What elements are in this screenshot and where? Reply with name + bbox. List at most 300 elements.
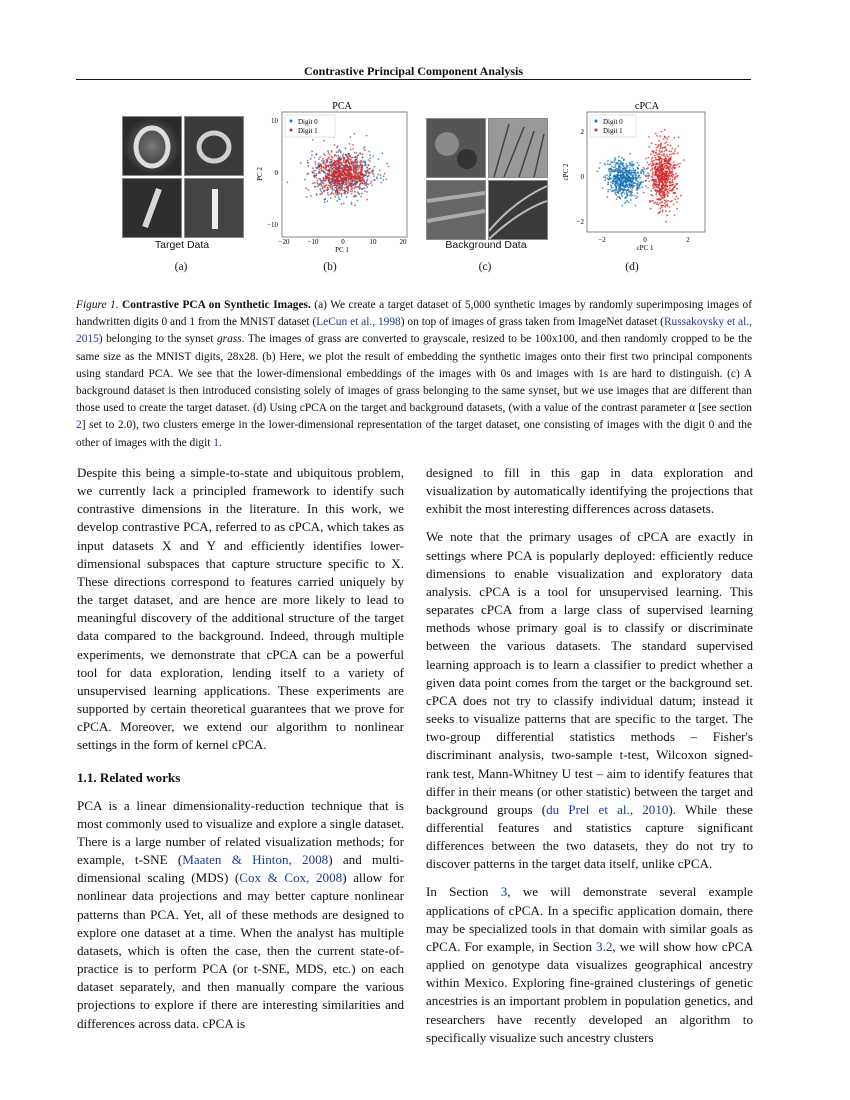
point-digit1: [355, 181, 357, 183]
point-digit0: [596, 170, 598, 172]
point-digit0: [624, 167, 626, 169]
point-digit0: [625, 180, 627, 182]
point-digit0: [318, 162, 320, 164]
point-digit1: [642, 169, 644, 171]
point-digit0: [643, 173, 645, 175]
point-digit0: [611, 166, 613, 168]
point-digit0: [631, 161, 633, 163]
point-digit1: [661, 181, 663, 183]
point-digit1: [332, 181, 334, 183]
point-digit1: [323, 183, 325, 185]
point-digit1: [669, 176, 671, 178]
point-digit0: [318, 169, 320, 171]
citation-link[interactable]: Cox & Cox, 2008: [239, 870, 343, 886]
point-digit1: [331, 159, 333, 161]
point-digit1: [656, 154, 658, 156]
grass-image: [488, 118, 548, 178]
point-digit1: [654, 186, 656, 188]
paragraph-text: , we will show how cPCA applied on genotype data visualizes geographical ancestry within Mexico. Exploring fine-grained clusterings of genetic ancestries is an important problem in population genetics, and researchers have recently developed an algorithm to specifically visualize such ancestry clusters: [426, 938, 753, 1045]
point-digit0: [621, 187, 623, 189]
point-digit1: [664, 202, 666, 204]
point-digit0: [364, 191, 366, 193]
point-digit1: [342, 189, 344, 191]
point-digit0: [632, 181, 634, 183]
point-digit0: [627, 165, 629, 167]
point-digit0: [634, 182, 636, 184]
point-digit1: [675, 164, 677, 166]
point-digit1: [664, 197, 666, 199]
point-digit1: [660, 177, 662, 179]
point-digit1: [368, 183, 370, 185]
point-digit0: [639, 187, 641, 189]
point-digit1: [350, 162, 352, 164]
point-digit0: [620, 198, 622, 200]
point-digit0: [339, 149, 341, 151]
point-digit0: [350, 136, 352, 138]
point-digit1: [667, 176, 669, 178]
point-digit1: [331, 193, 333, 195]
point-digit0: [357, 200, 359, 202]
point-digit1: [326, 173, 328, 175]
y-axis-label: cPC 2: [562, 163, 570, 181]
point-digit1: [327, 194, 329, 196]
point-digit0: [356, 152, 358, 154]
point-digit1: [675, 196, 677, 198]
point-digit0: [367, 179, 369, 181]
point-digit1: [651, 142, 653, 144]
point-digit0: [615, 186, 617, 188]
point-digit0: [607, 163, 609, 165]
point-digit1: [346, 180, 348, 182]
point-digit1: [356, 166, 358, 168]
point-digit1: [358, 193, 360, 195]
point-digit1: [331, 156, 333, 158]
point-digit0: [618, 160, 620, 162]
point-digit0: [638, 175, 640, 177]
point-digit1: [368, 175, 370, 177]
point-digit0: [343, 160, 345, 162]
point-digit1: [646, 175, 648, 177]
section-link[interactable]: 3.2: [596, 938, 613, 954]
point-digit1: [351, 186, 353, 188]
point-digit1: [666, 138, 668, 140]
point-digit0: [621, 179, 623, 181]
point-digit0: [339, 199, 341, 201]
x-tick: −10: [307, 238, 319, 246]
point-digit1: [327, 187, 329, 189]
point-digit1: [645, 158, 647, 160]
point-digit1: [325, 179, 327, 181]
point-digit1: [661, 185, 663, 187]
point-digit0: [614, 169, 616, 171]
paragraph: designed to fill in this gap in data exploration and visualization by automatically identifying the projections that exhibit the most interesting differences across datasets.: [426, 465, 753, 517]
x-tick: 2: [686, 236, 690, 244]
point-digit1: [341, 186, 343, 188]
point-digit0: [634, 195, 636, 197]
point-digit0: [633, 168, 635, 170]
point-digit0: [329, 154, 331, 156]
point-digit1: [330, 178, 332, 180]
point-digit0: [631, 184, 633, 186]
point-digit0: [626, 200, 628, 202]
point-digit1: [351, 190, 353, 192]
point-digit1: [360, 163, 362, 165]
point-digit0: [337, 194, 339, 196]
point-digit0: [606, 174, 608, 176]
point-digit1: [340, 187, 342, 189]
point-digit1: [354, 196, 356, 198]
point-digit0: [646, 162, 648, 164]
point-digit0: [320, 190, 322, 192]
point-digit1: [671, 190, 673, 192]
point-digit1: [666, 193, 668, 195]
point-digit0: [623, 172, 625, 174]
point-digit1: [369, 160, 371, 162]
point-digit1: [351, 188, 353, 190]
point-digit1: [650, 194, 652, 196]
point-digit1: [350, 170, 352, 172]
cpca-scatter-plot: [560, 98, 710, 253]
point-digit0: [628, 162, 630, 164]
point-digit1: [662, 158, 664, 160]
point-digit1: [665, 171, 667, 173]
point-digit1: [664, 206, 666, 208]
point-digit1: [343, 203, 345, 205]
point-digit1: [664, 200, 666, 202]
point-digit0: [350, 157, 352, 159]
point-digit1: [661, 151, 663, 153]
point-digit1: [655, 144, 657, 146]
point-digit0: [341, 195, 343, 197]
point-digit1: [669, 166, 671, 168]
point-digit1: [328, 173, 330, 175]
point-digit1: [669, 190, 671, 192]
point-digit0: [625, 182, 627, 184]
point-digit0: [624, 197, 626, 199]
point-digit1: [668, 159, 670, 161]
point-digit0: [627, 171, 629, 173]
point-digit1: [655, 133, 657, 135]
figure-title: Contrastive PCA on Synthetic Images.: [122, 299, 311, 311]
y-axis-label: PC 2: [256, 167, 264, 181]
point-digit0: [599, 162, 601, 164]
x-axis-label: cPC 1: [636, 244, 654, 252]
point-digit0: [635, 189, 637, 191]
point-digit0: [633, 177, 635, 179]
point-digit1: [357, 161, 359, 163]
point-digit1: [655, 189, 657, 191]
point-digit1: [335, 193, 337, 195]
point-digit0: [641, 186, 643, 188]
point-digit1: [321, 182, 323, 184]
point-digit0: [619, 174, 621, 176]
point-digit1: [674, 167, 676, 169]
point-digit0: [629, 164, 631, 166]
point-digit1: [668, 168, 670, 170]
point-digit0: [626, 183, 628, 185]
point-digit0: [626, 186, 628, 188]
point-digit1: [673, 203, 675, 205]
point-digit1: [361, 188, 363, 190]
point-digit0: [647, 172, 649, 174]
point-digit0: [628, 189, 630, 191]
point-digit1: [353, 162, 355, 164]
point-digit1: [373, 179, 375, 181]
point-digit1: [672, 188, 674, 190]
point-digit0: [628, 184, 630, 186]
point-digit1: [662, 172, 664, 174]
point-digit0: [614, 191, 616, 193]
paragraph-text: , we will demonstrate several example applications of cPCA. In a specific application domain, there may be specialized tools in that domain with similar goals as cPCA. For example, in Section: [426, 884, 753, 954]
point-digit0: [628, 180, 630, 182]
point-digit0: [630, 195, 632, 197]
point-digit0: [360, 196, 362, 198]
point-digit0: [611, 191, 613, 193]
point-digit1: [330, 171, 332, 173]
point-digit1: [661, 201, 663, 203]
point-digit1: [354, 152, 356, 154]
point-digit0: [319, 156, 321, 158]
point-digit1: [327, 165, 329, 167]
y-tick: 0: [580, 173, 584, 181]
point-digit0: [624, 193, 626, 195]
point-digit1: [645, 180, 647, 182]
point-digit1: [323, 177, 325, 179]
point-digit1: [665, 148, 667, 150]
point-digit0: [326, 200, 328, 202]
point-digit1: [340, 158, 342, 160]
point-digit1: [665, 190, 667, 192]
point-digit1: [668, 163, 670, 165]
point-digit1: [664, 179, 666, 181]
point-digit0: [352, 148, 354, 150]
point-digit1: [320, 168, 322, 170]
point-digit1: [361, 161, 363, 163]
point-digit1: [668, 136, 670, 138]
point-digit0: [618, 165, 620, 167]
point-digit0: [383, 175, 385, 177]
point-digit1: [677, 152, 679, 154]
point-digit1: [307, 165, 309, 167]
point-digit1: [664, 172, 666, 174]
point-digit1: [368, 168, 370, 170]
citation-link[interactable]: Russakovsky et al., 2015: [76, 316, 752, 346]
point-digit1: [664, 129, 666, 131]
point-digit1: [356, 178, 358, 180]
point-digit1: [661, 164, 663, 166]
point-digit0: [626, 167, 628, 169]
point-digit1: [354, 161, 356, 163]
point-digit0: [616, 184, 618, 186]
point-digit0: [633, 172, 635, 174]
legend-digit1: Digit 1: [603, 127, 623, 135]
left-column: [77, 464, 404, 1043]
point-digit1: [659, 158, 661, 160]
point-digit1: [315, 175, 317, 177]
point-digit1: [355, 156, 357, 158]
point-digit1: [655, 171, 657, 173]
point-digit1: [328, 170, 330, 172]
point-digit1: [351, 193, 353, 195]
point-digit1: [670, 167, 672, 169]
paragraph-text: In Section: [426, 884, 501, 900]
caption-text: ) belonging to the synset: [98, 333, 217, 346]
point-digit1: [663, 174, 665, 176]
point-digit1: [339, 169, 341, 171]
point-digit1: [339, 184, 341, 186]
point-digit1: [656, 174, 658, 176]
point-digit1: [344, 190, 346, 192]
point-digit0: [361, 193, 363, 195]
point-digit1: [664, 151, 666, 153]
point-digit1: [322, 186, 324, 188]
point-digit1: [365, 162, 367, 164]
point-digit0: [374, 166, 376, 168]
point-digit0: [626, 190, 628, 192]
point-digit1: [348, 154, 350, 156]
point-digit1: [359, 161, 361, 163]
point-digit0: [604, 179, 606, 181]
point-digit0: [598, 167, 600, 169]
point-digit0: [628, 202, 630, 204]
point-digit0: [631, 174, 633, 176]
point-digit1: [664, 189, 666, 191]
point-digit1: [323, 171, 325, 173]
point-digit0: [321, 160, 323, 162]
point-digit1: [674, 178, 676, 180]
point-digit1: [659, 202, 661, 204]
point-digit1: [334, 187, 336, 189]
point-digit1: [343, 192, 345, 194]
point-digit0: [337, 155, 339, 157]
point-digit1: [339, 167, 341, 169]
point-digit1: [359, 177, 361, 179]
point-digit0: [610, 181, 612, 183]
citation-link[interactable]: du Prel et al., 2010: [546, 801, 669, 817]
point-digit0: [340, 203, 342, 205]
point-digit1: [314, 182, 316, 184]
point-digit1: [649, 163, 651, 165]
point-digit0: [611, 169, 613, 171]
section-link[interactable]: 3: [500, 884, 508, 900]
point-digit1: [362, 153, 364, 155]
point-digit1: [667, 156, 669, 158]
legend-marker-digit1: [290, 129, 293, 132]
point-digit1: [325, 185, 327, 187]
point-digit1: [350, 178, 352, 180]
point-digit0: [634, 172, 636, 174]
point-digit1: [655, 152, 657, 154]
point-digit1: [318, 178, 320, 180]
point-digit0: [636, 177, 638, 179]
point-digit1: [352, 179, 354, 181]
point-digit1: [659, 188, 661, 190]
point-digit1: [344, 177, 346, 179]
point-digit1: [676, 201, 678, 203]
point-digit0: [617, 173, 619, 175]
point-digit1: [362, 180, 364, 182]
point-digit0: [638, 181, 640, 183]
point-digit1: [349, 165, 351, 167]
point-digit1: [663, 194, 665, 196]
point-digit0: [307, 160, 309, 162]
point-digit0: [350, 190, 352, 192]
point-digit0: [605, 177, 607, 179]
point-digit1: [663, 154, 665, 156]
point-digit1: [306, 196, 308, 198]
point-digit1: [660, 147, 662, 149]
x-tick: −20: [278, 238, 290, 246]
point-digit1: [661, 131, 663, 133]
point-digit1: [327, 185, 329, 187]
point-digit1: [660, 144, 662, 146]
caption-text: .: [219, 436, 222, 449]
panel-b-sub: (b): [323, 261, 337, 273]
point-digit1: [360, 172, 362, 174]
point-digit0: [622, 189, 624, 191]
point-digit0: [312, 139, 314, 141]
point-digit0: [315, 163, 317, 165]
point-digit0: [382, 179, 384, 181]
point-digit1: [345, 161, 347, 163]
point-digit0: [346, 196, 348, 198]
point-digit0: [322, 188, 324, 190]
point-digit0: [300, 162, 302, 164]
point-digit1: [669, 178, 671, 180]
point-digit1: [658, 171, 660, 173]
point-digit1: [671, 200, 673, 202]
point-digit1: [663, 158, 665, 160]
point-digit0: [312, 182, 314, 184]
point-digit1: [652, 195, 654, 197]
point-digit0: [323, 140, 325, 142]
point-digit1: [330, 187, 332, 189]
x-tick: 20: [399, 238, 407, 246]
point-digit1: [319, 193, 321, 195]
citation-link[interactable]: LeCun et al., 1998: [316, 316, 401, 329]
point-digit1: [663, 186, 665, 188]
point-digit0: [324, 201, 326, 203]
point-digit1: [371, 180, 373, 182]
point-digit1: [340, 177, 342, 179]
caption-italic: grass: [216, 333, 242, 346]
point-digit1: [656, 150, 658, 152]
point-digit1: [336, 187, 338, 189]
point-digit0: [644, 168, 646, 170]
point-digit1: [664, 136, 666, 138]
citation-link[interactable]: Maaten & Hinton, 2008: [182, 852, 329, 868]
point-digit0: [371, 184, 373, 186]
point-digit1: [334, 196, 336, 198]
point-digit1: [357, 175, 359, 177]
point-digit1: [677, 145, 679, 147]
section-link[interactable]: 2: [76, 419, 82, 432]
point-digit0: [618, 156, 620, 158]
point-digit1: [353, 167, 355, 169]
point-digit1: [318, 167, 320, 169]
point-digit1: [317, 183, 319, 185]
point-digit1: [673, 192, 675, 194]
point-digit0: [616, 198, 618, 200]
point-digit1: [338, 192, 340, 194]
point-digit1: [360, 180, 362, 182]
point-digit1: [324, 198, 326, 200]
point-digit1: [347, 192, 349, 194]
section-link[interactable]: 1: [213, 436, 219, 449]
point-digit0: [370, 157, 372, 159]
legend-digit0: Digit 0: [298, 118, 318, 126]
point-digit1: [364, 181, 366, 183]
